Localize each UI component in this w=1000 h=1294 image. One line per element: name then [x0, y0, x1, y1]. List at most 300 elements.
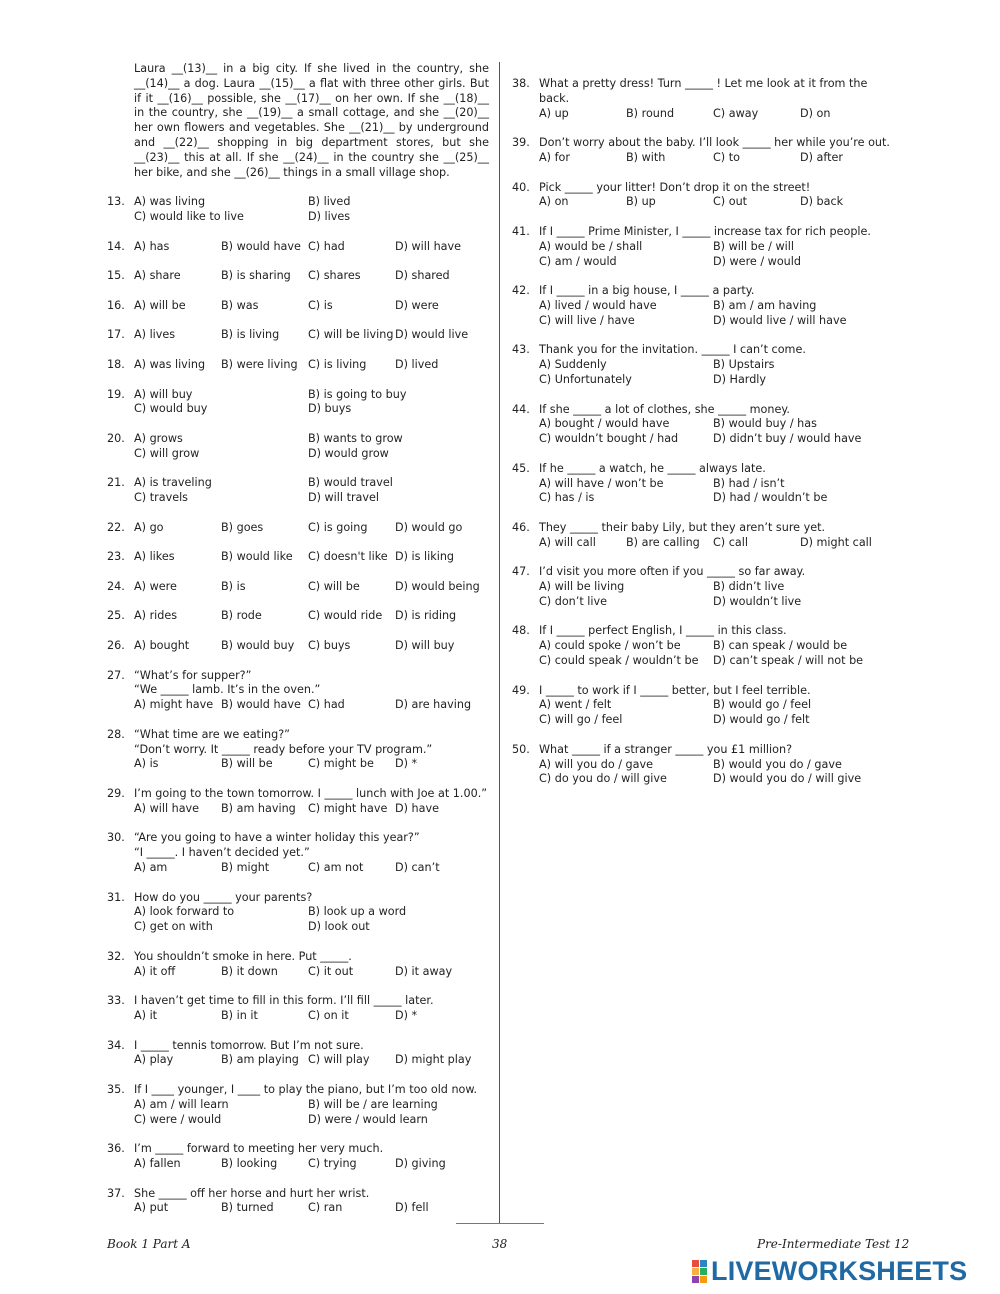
answer-option[interactable]: C) away — [713, 106, 759, 120]
question-number: 47. — [512, 565, 530, 579]
answer-option[interactable]: B) would like — [221, 550, 293, 564]
options-row — [134, 1113, 489, 1128]
options-row — [539, 772, 894, 787]
answer-option[interactable]: B) will be / will — [713, 239, 794, 253]
question-stem: If I ____ younger, I ____ to play the piano, but I’m too old now. — [134, 1082, 478, 1096]
answer-option[interactable]: D) would live / will have — [713, 313, 847, 327]
answer-option[interactable]: B) would have — [221, 698, 301, 712]
answer-option[interactable]: C) trying — [308, 1156, 357, 1170]
options-row — [539, 477, 894, 492]
options-row — [134, 195, 489, 210]
answer-option[interactable]: B) would travel — [308, 476, 393, 490]
answer-option[interactable]: A) fallen — [134, 1156, 181, 1170]
answer-option[interactable]: C) Unfortunately — [539, 372, 632, 386]
question-stem: I _____ tennis tomorrow. But I’m not sure. — [134, 1038, 364, 1052]
question-number: 26. — [107, 639, 125, 653]
answer-option[interactable]: B) it down — [221, 964, 278, 978]
question-29 — [107, 787, 489, 817]
options-row — [134, 432, 489, 447]
answer-option[interactable]: D) lived — [395, 357, 439, 371]
answer-option[interactable]: C) travels — [134, 491, 189, 505]
question-26 — [107, 639, 489, 654]
question-50 — [512, 743, 894, 787]
options-row — [134, 521, 489, 536]
answer-option[interactable]: B) Upstairs — [713, 358, 775, 372]
options-row — [539, 713, 894, 728]
question-number: 49. — [512, 683, 530, 697]
page-number: 38 — [492, 1237, 508, 1251]
question-27 — [107, 669, 489, 713]
options-row — [134, 447, 489, 462]
question-number: 34. — [107, 1038, 125, 1052]
question-stem: “We _____ lamb. It’s in the oven.” — [134, 683, 321, 697]
question-44 — [512, 403, 894, 447]
answer-option[interactable]: B) wants to grow — [308, 431, 403, 445]
options-row — [539, 417, 894, 432]
question-number: 31. — [107, 890, 125, 904]
footer-rule — [456, 1223, 544, 1224]
answer-option[interactable]: B) am / am having — [713, 298, 817, 312]
answer-option[interactable]: C) ran — [308, 1201, 343, 1215]
options-row — [134, 920, 489, 935]
options-row — [134, 1053, 489, 1068]
answer-option[interactable]: B) can speak / would be — [713, 639, 848, 653]
logo-square — [692, 1276, 699, 1283]
question-number: 43. — [512, 343, 530, 357]
logo-square — [692, 1268, 699, 1275]
answer-option[interactable]: B) might — [221, 861, 270, 875]
question-stem: If I _____ perfect English, I _____ in this class. — [539, 624, 787, 638]
answer-option[interactable]: D) have — [395, 801, 439, 815]
answer-option[interactable]: B) is going to buy — [308, 387, 407, 401]
answer-option[interactable]: B) didn’t live — [713, 580, 785, 594]
options-row — [539, 255, 894, 270]
answer-option[interactable]: B) are calling — [626, 535, 700, 549]
answer-option[interactable]: D) wouldn’t live — [713, 594, 802, 608]
options-row — [134, 609, 489, 624]
answer-option[interactable]: A) rides — [134, 609, 178, 623]
answer-option[interactable]: A) will you do / gave — [539, 757, 654, 771]
question-number: 21. — [107, 476, 125, 490]
question-stem: I _____ to work if I _____ better, but I feel terrible. — [539, 683, 811, 697]
answer-option[interactable]: D) after — [800, 150, 844, 164]
answer-option[interactable]: A) play — [134, 1053, 174, 1067]
question-stem: Pick _____ your litter! Don’t drop it on the street! — [539, 180, 811, 194]
question-stem: If I _____ in a big house, I _____ a party. — [539, 284, 755, 298]
question-number: 17. — [107, 328, 125, 342]
answer-option[interactable]: A) it — [134, 1009, 158, 1022]
question-stem: Don’t worry about the baby. I’ll look _____ her while you’re out. — [539, 136, 890, 150]
question-46 — [512, 521, 894, 551]
answer-option[interactable]: A) put — [134, 1201, 169, 1215]
answer-option[interactable]: A) was living — [134, 357, 206, 371]
answer-option[interactable]: C) wouldn’t bought / had — [539, 432, 679, 446]
question-number: 16. — [107, 298, 125, 312]
options-row — [539, 299, 894, 314]
answer-option[interactable]: D) would go / felt — [713, 713, 810, 727]
question-22 — [107, 521, 489, 536]
question-number: 29. — [107, 787, 125, 801]
question-number: 36. — [107, 1142, 125, 1156]
answer-option[interactable]: C) to — [713, 150, 740, 164]
question-stem: I haven’t get time to fill in this form. I’ll fill _____ later. — [134, 994, 434, 1008]
answer-option[interactable]: D) on — [800, 106, 831, 120]
options-row — [134, 358, 489, 373]
reading-passage: Laura __(13)__ in a big city. If she lived in the country, she __(14)__ a dog. Laura __(15)__ a flat with three other girls. But if it __(16)__ possible, she __(17)__ on her own. If she __(18)__ in the country, she __(19)__ a small cottage, and she __(20)__ her own flowers and vegetables. She __(21)__ by underground and __(22)__ shopping in big department stores, but she __(23)__ this at all. If she __(24)__ in the country she __(25)__ her bike, and she __(26)__ things in a small village shop. — [134, 62, 489, 179]
answer-option[interactable]: A) will be living — [539, 580, 625, 594]
options-row — [134, 802, 489, 817]
answer-option[interactable]: C) will go / feel — [539, 713, 623, 727]
answer-option[interactable]: B) turned — [221, 1201, 274, 1215]
options-row — [539, 151, 894, 166]
answer-option[interactable]: B) will be — [221, 757, 273, 771]
answer-option[interactable]: D) * — [395, 1009, 418, 1022]
options-row — [539, 373, 894, 388]
options-row — [539, 358, 894, 373]
answer-option[interactable]: B) am playing — [221, 1053, 299, 1067]
answer-option[interactable]: B) lived — [308, 195, 351, 209]
question-36 — [107, 1142, 489, 1172]
answer-option[interactable]: D) fell — [395, 1201, 429, 1215]
answer-option[interactable]: D) it away — [395, 964, 453, 978]
answer-option[interactable]: B) am having — [221, 801, 296, 815]
answer-option[interactable]: C) had — [308, 239, 345, 253]
answer-option[interactable]: B) would have — [221, 239, 301, 253]
answer-option[interactable]: C) would buy — [134, 402, 208, 416]
options-row — [134, 388, 489, 403]
brand-name: LIVEWORKSHEETS — [711, 1255, 968, 1286]
question-stem: If I _____ Prime Minister, I _____ increase tax for rich people. — [539, 224, 871, 238]
answer-option[interactable]: A) will buy — [134, 387, 193, 401]
answer-option[interactable]: A) on — [539, 195, 569, 209]
answer-option[interactable]: A) grows — [134, 431, 183, 445]
answer-option[interactable]: B) with — [626, 150, 666, 164]
answer-option[interactable]: A) share — [134, 269, 181, 283]
question-stem: Thank you for the invitation. _____ I can’t come. — [539, 343, 806, 357]
answer-option[interactable]: C) out — [713, 195, 748, 209]
question-28 — [107, 728, 489, 772]
answer-option[interactable]: D) are having — [395, 698, 472, 712]
question-stem: They _____ their baby Lily, but they aren’t sure yet. — [539, 520, 826, 534]
question-stem: She _____ off her horse and hurt her wrist. — [134, 1186, 370, 1200]
options-row — [134, 1201, 489, 1216]
options-row — [134, 698, 489, 713]
question-number: 33. — [107, 994, 125, 1008]
options-row — [539, 314, 894, 329]
answer-option[interactable]: A) will have / won’t be — [539, 476, 664, 490]
answer-option[interactable]: B) round — [626, 106, 675, 120]
answer-option[interactable]: B) is sharing — [221, 269, 291, 283]
answer-option[interactable]: C) get on with — [134, 920, 213, 934]
question-23 — [107, 550, 489, 565]
answer-option[interactable]: A) will call — [539, 535, 596, 549]
question-15 — [107, 269, 489, 284]
question-stem: If he _____ a watch, he _____ always late. — [539, 461, 766, 475]
answer-option[interactable]: D) will travel — [308, 491, 380, 505]
answer-option[interactable]: D) might call — [800, 535, 872, 549]
answer-option[interactable]: B) goes — [221, 520, 264, 534]
question-33 — [107, 994, 489, 1024]
footer-test-title: Pre-Intermediate Test 12 — [757, 1237, 910, 1251]
answer-option[interactable]: C) might have — [308, 801, 388, 815]
answer-option[interactable]: A) am / will learn — [134, 1097, 229, 1111]
answer-option[interactable]: A) Suddenly — [539, 358, 607, 372]
answer-option[interactable]: A) bought / would have — [539, 417, 670, 431]
question-stem: I’d visit you more often if you _____ so far away. — [539, 565, 806, 579]
answer-option[interactable]: C) on it — [308, 1009, 349, 1022]
question-stem: How do you _____ your parents? — [134, 890, 313, 904]
question-number: 30. — [107, 831, 125, 845]
left-column — [107, 62, 489, 1231]
answer-option[interactable]: A) lives — [134, 328, 176, 342]
answer-option[interactable]: A) is traveling — [134, 476, 212, 490]
options-row — [134, 240, 489, 255]
question-25 — [107, 609, 489, 624]
answer-option[interactable]: A) go — [134, 520, 164, 534]
answer-option[interactable]: C) will be living — [308, 328, 394, 342]
options-row — [539, 580, 894, 595]
answer-option[interactable]: C) shares — [308, 269, 361, 283]
answer-option[interactable]: D) were — [395, 298, 439, 312]
answer-option[interactable]: B) rode — [221, 609, 262, 623]
question-stem: I’m going to the town tomorrow. I _____ lunch with Joe at 1.00.” — [134, 787, 488, 801]
question-20 — [107, 432, 489, 462]
question-number: 42. — [512, 284, 530, 298]
options-row — [539, 195, 894, 210]
answer-option[interactable]: C) is living — [308, 357, 367, 371]
answer-option[interactable]: B) look up a word — [308, 905, 407, 919]
answer-option[interactable]: A) lived / would have — [539, 298, 657, 312]
answer-option[interactable]: B) is living — [221, 328, 280, 342]
answer-option[interactable]: A) it off — [134, 964, 176, 978]
answer-option[interactable]: B) would you do / gave — [713, 757, 842, 771]
question-13 — [107, 195, 489, 225]
question-number: 45. — [512, 461, 530, 475]
question-stem: What a pretty dress! Turn _____ ! Let me look at it from the back. — [539, 77, 868, 105]
question-number: 22. — [107, 520, 125, 534]
options-row — [539, 758, 894, 773]
answer-option[interactable]: C) am / would — [539, 254, 617, 268]
answer-option[interactable]: D) will buy — [395, 639, 455, 653]
options-row — [134, 757, 489, 772]
question-stem: “Are you going to have a winter holiday this year?” — [134, 831, 420, 845]
question-number: 25. — [107, 609, 125, 623]
answer-option[interactable]: C) will play — [308, 1053, 370, 1067]
question-47 — [512, 565, 894, 609]
answer-option[interactable]: C) will live / have — [539, 313, 635, 327]
answer-option[interactable]: D) would being — [395, 579, 480, 593]
question-35 — [107, 1083, 489, 1127]
answer-option[interactable]: C) would ride — [308, 609, 383, 623]
options-row — [134, 1009, 489, 1024]
question-14 — [107, 240, 489, 255]
answer-option[interactable]: B) will be / are learning — [308, 1097, 438, 1111]
answer-option[interactable]: B) would go / feel — [713, 698, 812, 712]
options-row — [134, 491, 489, 506]
answer-option[interactable]: C) do you do / will give — [539, 772, 667, 786]
answer-option[interactable]: C) is — [308, 298, 333, 312]
question-43 — [512, 343, 894, 387]
options-row — [134, 639, 489, 654]
answer-option[interactable]: A) has — [134, 239, 170, 253]
options-row — [134, 580, 489, 595]
answer-option[interactable]: B) is — [221, 579, 246, 593]
answer-option[interactable]: D) Hardly — [713, 372, 767, 386]
answer-option[interactable]: D) giving — [395, 1156, 446, 1170]
answer-option[interactable]: D) were / would learn — [308, 1112, 428, 1126]
answer-option[interactable]: C) could speak / wouldn’t be — [539, 654, 699, 668]
question-18 — [107, 358, 489, 373]
answer-option[interactable]: C) has / is — [539, 491, 595, 505]
options-row — [134, 269, 489, 284]
options-row — [134, 550, 489, 565]
question-number: 39. — [512, 136, 530, 150]
answer-option[interactable]: B) was — [221, 298, 259, 312]
question-number: 35. — [107, 1082, 125, 1096]
question-48 — [512, 624, 894, 668]
options-row — [539, 432, 894, 447]
question-number: 41. — [512, 224, 530, 238]
answer-option[interactable]: C) might be — [308, 757, 374, 771]
answer-option[interactable]: A) will be — [134, 298, 186, 312]
answer-option[interactable]: D) would live — [395, 328, 469, 342]
question-42 — [512, 284, 894, 328]
options-row — [539, 654, 894, 669]
answer-option[interactable]: C) is going — [308, 520, 368, 534]
answer-option[interactable]: C) had — [308, 698, 345, 712]
answer-option[interactable]: D) * — [395, 757, 418, 771]
question-number: 13. — [107, 195, 125, 209]
question-stem: I’m _____ forward to meeting her very much. — [134, 1142, 384, 1156]
answer-option[interactable]: D) lives — [308, 209, 351, 223]
answer-option[interactable]: C) would like to live — [134, 209, 244, 223]
answer-option[interactable]: D) look out — [308, 920, 370, 934]
answer-option[interactable]: C) will be — [308, 579, 360, 593]
question-19 — [107, 388, 489, 418]
answer-option[interactable]: A) am — [134, 861, 168, 875]
answer-option[interactable]: D) buys — [308, 402, 352, 416]
logo-square — [700, 1276, 707, 1283]
answer-option[interactable]: D) would grow — [308, 446, 389, 460]
answer-option[interactable]: C) buys — [308, 639, 351, 653]
answer-option[interactable]: D) can’t speak / will not be — [713, 654, 864, 668]
answer-option[interactable]: C) doesn't like — [308, 550, 388, 564]
answer-option[interactable]: D) might play — [395, 1053, 472, 1067]
answer-option[interactable]: D) back — [800, 195, 844, 209]
question-stem: “What time are we eating?” — [134, 727, 290, 741]
answer-option[interactable]: D) had / wouldn’t be — [713, 491, 828, 505]
question-number: 27. — [107, 668, 125, 682]
answer-option[interactable]: A) would be / shall — [539, 239, 643, 253]
answer-option[interactable]: B) had / isn’t — [713, 476, 785, 490]
question-number: 40. — [512, 180, 530, 194]
question-number: 24. — [107, 579, 125, 593]
answer-option[interactable]: A) is — [134, 757, 159, 771]
options-row — [539, 595, 894, 610]
answer-option[interactable]: C) were / would — [134, 1112, 222, 1126]
answer-option[interactable]: B) looking — [221, 1156, 278, 1170]
answer-option[interactable]: C) call — [713, 535, 748, 549]
answer-option[interactable]: D) is liking — [395, 550, 455, 564]
question-number: 23. — [107, 550, 125, 564]
answer-option[interactable]: B) up — [626, 195, 656, 209]
question-40 — [512, 181, 894, 211]
answer-option[interactable]: D) is riding — [395, 609, 457, 623]
options-row — [134, 299, 489, 314]
answer-option[interactable]: B) would buy / has — [713, 417, 817, 431]
question-number: 44. — [512, 402, 530, 416]
answer-option[interactable]: D) didn’t buy / would have — [713, 432, 862, 446]
question-32 — [107, 950, 489, 980]
answer-option[interactable]: C) it out — [308, 964, 354, 978]
options-row — [539, 536, 894, 551]
question-38 — [512, 77, 894, 121]
options-row — [134, 402, 489, 417]
question-number: 37. — [107, 1186, 125, 1200]
answer-option[interactable]: A) up — [539, 106, 569, 120]
options-row — [134, 965, 489, 980]
answer-option[interactable]: A) will have — [134, 801, 200, 815]
question-41 — [512, 225, 894, 269]
answer-option[interactable]: B) were living — [221, 357, 298, 371]
options-row — [134, 861, 489, 876]
question-number: 15. — [107, 269, 125, 283]
answer-option[interactable]: A) might have — [134, 698, 214, 712]
options-row — [134, 1157, 489, 1172]
answer-option[interactable]: C) will grow — [134, 446, 200, 460]
question-number: 14. — [107, 239, 125, 253]
options-row — [134, 476, 489, 491]
answer-option[interactable]: B) would buy — [221, 639, 295, 653]
question-number: 50. — [512, 742, 530, 756]
options-row — [539, 240, 894, 255]
answer-option[interactable]: C) am not — [308, 861, 364, 875]
answer-option[interactable]: D) will have — [395, 239, 462, 253]
answer-option[interactable]: A) look forward to — [134, 905, 235, 919]
question-31 — [107, 891, 489, 935]
question-21 — [107, 476, 489, 506]
right-question-list — [512, 77, 894, 787]
answer-option[interactable]: B) in it — [221, 1009, 258, 1022]
question-number: 19. — [107, 387, 125, 401]
question-37 — [107, 1187, 489, 1217]
answer-option[interactable]: A) went / felt — [539, 698, 612, 712]
answer-option[interactable]: D) were / would — [713, 254, 801, 268]
answer-option[interactable]: D) would you do / will give — [713, 772, 862, 786]
question-stem: If she _____ a lot of clothes, she _____ money. — [539, 402, 790, 416]
answer-option[interactable]: A) for — [539, 150, 570, 164]
logo-square — [700, 1260, 707, 1267]
logo-icon — [692, 1260, 707, 1283]
answer-option[interactable]: A) likes — [134, 550, 175, 564]
answer-option[interactable]: C) don’t live — [539, 594, 607, 608]
answer-option[interactable]: D) can’t — [395, 861, 440, 875]
question-stem: You shouldn’t smoke in here. Put _____. — [134, 949, 352, 963]
answer-option[interactable]: D) shared — [395, 269, 450, 283]
answer-option[interactable]: A) was living — [134, 195, 206, 209]
answer-option[interactable]: A) bought — [134, 639, 190, 653]
answer-option[interactable]: A) were — [134, 579, 177, 593]
answer-option[interactable]: D) would go — [395, 520, 463, 534]
answer-option[interactable]: A) could spoke / won’t be — [539, 639, 681, 653]
question-number: 48. — [512, 624, 530, 638]
options-row — [134, 905, 489, 920]
question-45 — [512, 462, 894, 506]
question-34 — [107, 1039, 489, 1069]
question-stem: “What’s for supper?” — [134, 668, 252, 682]
options-row — [134, 328, 489, 343]
question-49 — [512, 684, 894, 728]
